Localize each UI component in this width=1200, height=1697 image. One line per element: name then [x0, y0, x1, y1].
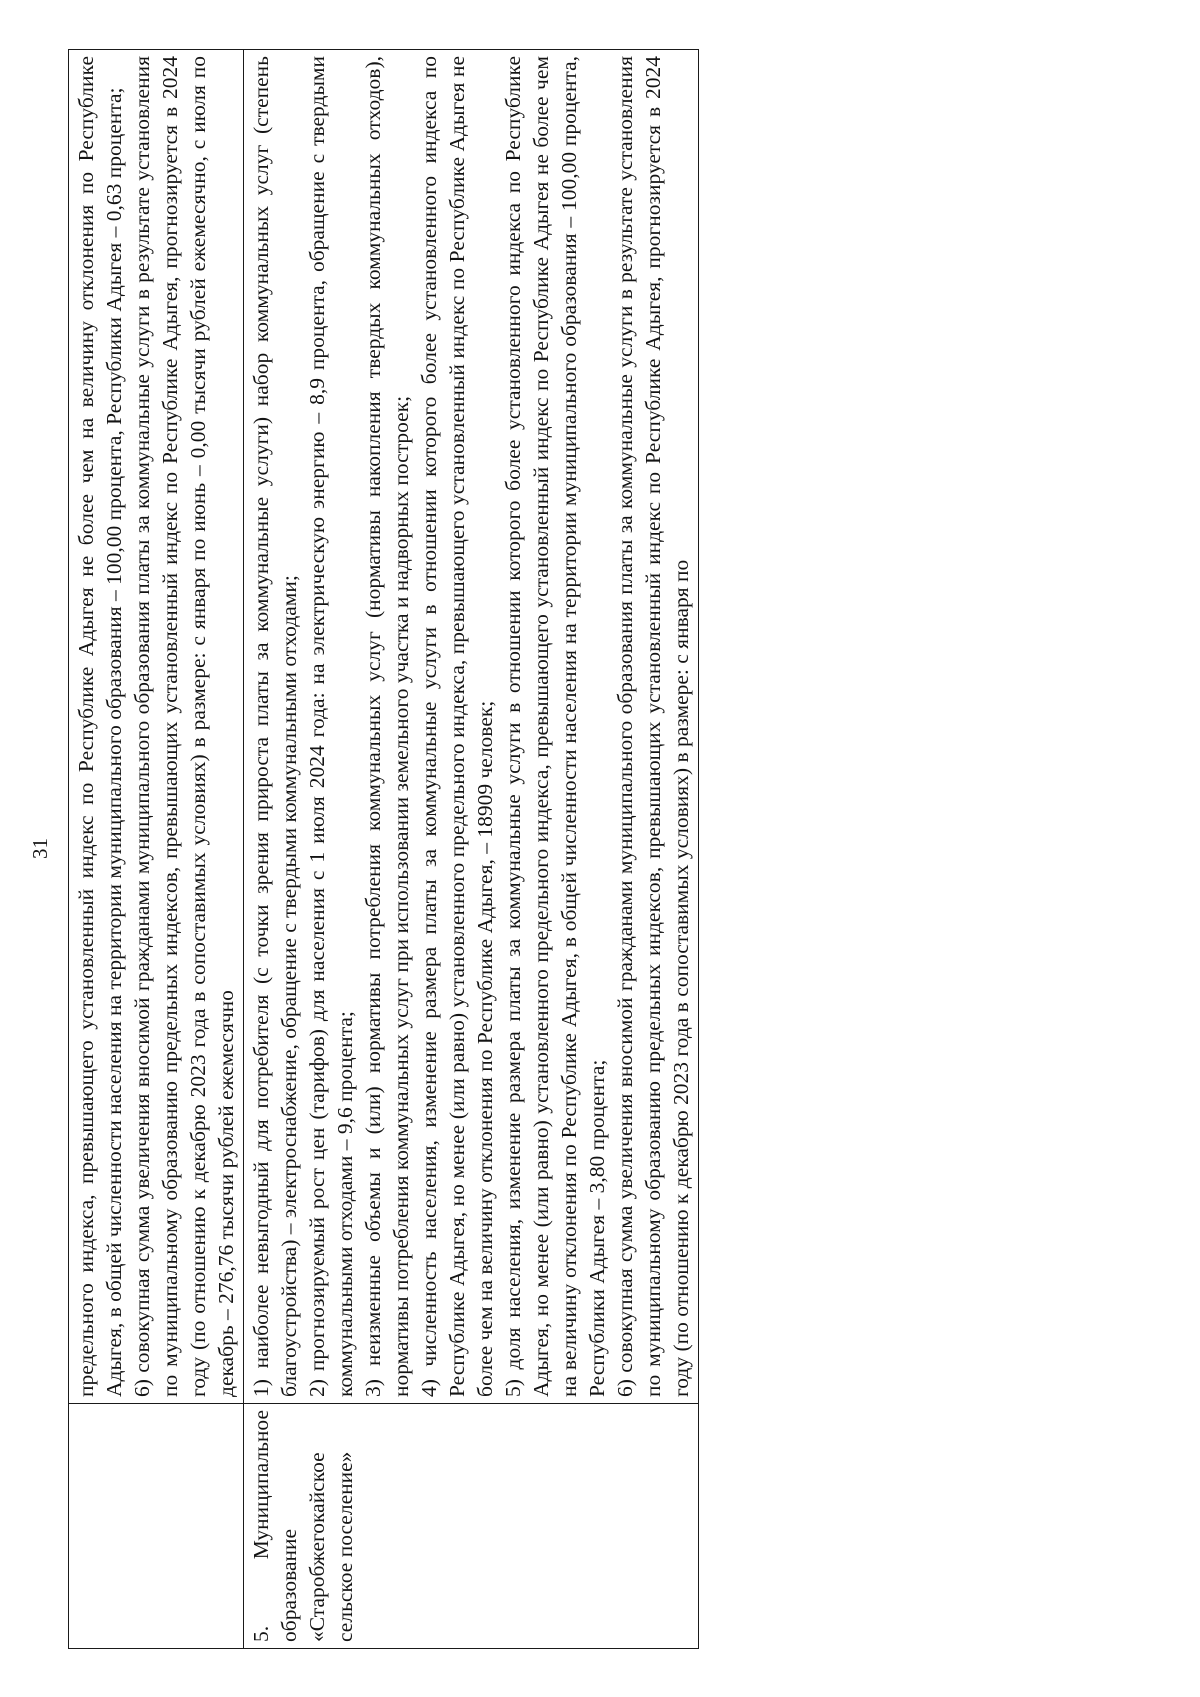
description-paragraph: предельного индекса, превышающего установленный индекс по Республике Адыгея не более чем на величину отклонения по Республике Адыгея, в общей численности населения на территории муниципального образования – 100,00 процента, Республики Адыгея – 0,63 процента; [74, 56, 126, 1397]
description-paragraph: 3) неизменные объемы и (или) нормативы потребления коммунальных услуг (нормативы накопления твердых коммунальных отходов), нормативы потребления коммунальных услуг при использовании земельного участка и надворных построек; [361, 56, 413, 1397]
description-cell [244, 50, 699, 1404]
table-row [69, 50, 244, 1649]
municipality-name: 5. Муниципальное образование «Старобжегокайское сельское поселение» [249, 1410, 357, 1642]
description-paragraph: 5) доля населения, изменение размера платы за коммунальные услуги в отношении которого более установленного индекса по Республике Адыгея, но менее (или равно) установленного предельного индекса, превышающего установленный индекс по Республике Адыгея не более чем на величину отклонения по Республике Адыгея, в общей численности населения на территории муниципального образования – 100,00 процента, Республики Адыгея – 3,80 процента; [501, 56, 609, 1397]
content-table [68, 49, 699, 1649]
page-number: 31 [28, 838, 52, 859]
description-cell [69, 50, 244, 1404]
description-paragraph: 6) совокупная сумма увеличения вносимой гражданами муниципального образования платы за коммунальные услуги в результате установления по муниципальному образованию предельных индексов, превышающих установленный индекс по Республике Адыгея, прогнозируется в 2024 году (по отношению к декабрю 2023 года в сопоставимых условиях) в размере: с января по [613, 56, 693, 1397]
table-row [244, 50, 699, 1649]
municipality-name-cell [244, 1404, 699, 1649]
description-paragraph: 1) наиболее невыгодный для потребителя (с точки зрения прироста платы за коммунальные услуги) набор коммунальных услуг (степень благоустройства) – электроснабжение, обращение с твердыми коммунальными отходами; [249, 56, 301, 1397]
description-paragraph: 2) прогнозируемый рост цен (тарифов) для населения с 1 июля 2024 года: на электрическую энергию – 8,9 процента, обращение с твердыми коммунальными отходами – 9,6 процента; [305, 56, 357, 1397]
description-paragraph: 6) совокупная сумма увеличения вносимой гражданами муниципального образования платы за коммунальные услуги в результате установления по муниципальному образованию предельных индексов, превышающих установленный индекс по Республике Адыгея, прогнозируется в 2024 году (по отношению к декабрю 2023 года в сопоставимых условиях) в размере: с января по июнь – 0,00 тысячи рублей ежемесячно, с июля по декабрь – 276,76 тысячи рублей ежемесячно [130, 56, 238, 1397]
description-paragraph: 4) численность населения, изменение размера платы за коммунальные услуги в отношении которого более установленного индекса по Республике Адыгея, но менее (или равно) установленного предельного индекса, превышающего установленный индекс по Республике Адыгея не более чем на величину отклонения по Республике Адыгея, – 18909 человек; [417, 56, 497, 1397]
municipality-name-cell [69, 1404, 244, 1649]
